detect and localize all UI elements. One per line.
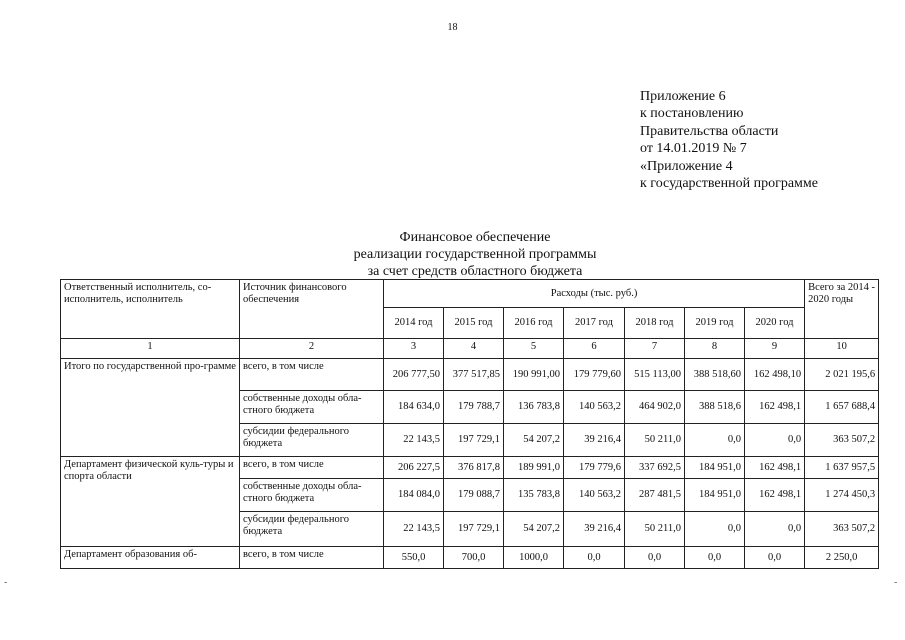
total-cell: 363 507,2 — [805, 424, 879, 457]
value-cell: 135 783,8 — [504, 479, 564, 512]
total-cell: 1 657 688,4 — [805, 391, 879, 424]
column-number: 2 — [240, 339, 384, 359]
header-year: 2020 год — [745, 308, 805, 339]
value-cell: 140 563,2 — [564, 391, 625, 424]
column-number: 3 — [384, 339, 444, 359]
value-cell: 388 518,60 — [685, 359, 745, 391]
value-cell: 0,0 — [745, 512, 805, 547]
value-cell: 162 498,1 — [745, 457, 805, 479]
value-cell: 197 729,1 — [444, 424, 504, 457]
appendix-line: от 14.01.2019 № 7 — [640, 141, 747, 157]
value-cell: 464 902,0 — [625, 391, 685, 424]
source-cell: субсидии федерального бюджета — [240, 424, 384, 457]
column-number: 1 — [61, 339, 240, 359]
table-row — [61, 457, 879, 479]
value-cell: 22 143,5 — [384, 512, 444, 547]
column-number: 10 — [805, 339, 879, 359]
value-cell: 162 498,10 — [745, 359, 805, 391]
value-cell: 377 517,85 — [444, 359, 504, 391]
appendix-line: Приложение 6 — [640, 89, 726, 104]
title-line: за счет средств областного бюджета — [367, 264, 583, 279]
header-year: 2018 год — [625, 308, 685, 339]
value-cell: 50 211,0 — [625, 424, 685, 457]
header-source: Источник финансового обеспечения — [240, 280, 384, 339]
executor-cell: Департамент образования об- — [61, 547, 240, 569]
appendix-line: «Приложение 4 — [640, 158, 733, 174]
source-cell: всего, в том числе — [240, 457, 384, 479]
header-total: Всего за 2014 - 2020 годы — [805, 280, 879, 339]
value-cell: 140 563,2 — [564, 479, 625, 512]
value-cell: 54 207,2 — [504, 512, 564, 547]
source-cell: субсидии федерального бюджета — [240, 512, 384, 547]
value-cell: 184 951,0 — [685, 479, 745, 512]
table-row — [61, 547, 879, 569]
value-cell: 184 084,0 — [384, 479, 444, 512]
value-cell: 0,0 — [745, 424, 805, 457]
value-cell: 179 088,7 — [444, 479, 504, 512]
value-cell: 550,0 — [384, 547, 444, 569]
column-number: 6 — [564, 339, 625, 359]
source-cell: собственные доходы обла-стного бюджета — [240, 479, 384, 512]
value-cell: 136 783,8 — [504, 391, 564, 424]
total-cell: 2 021 195,6 — [805, 359, 879, 391]
column-number-row — [61, 339, 879, 359]
value-cell: 700,0 — [444, 547, 504, 569]
column-number: 9 — [745, 339, 805, 359]
column-number: 8 — [685, 339, 745, 359]
scan-edge-mark: - — [4, 577, 8, 588]
value-cell: 54 207,2 — [504, 424, 564, 457]
value-cell: 0,0 — [745, 547, 805, 569]
column-number: 4 — [444, 339, 504, 359]
header-executor: Ответственный исполнитель, со-исполнитель, исполнитель — [61, 280, 240, 339]
document-title — [300, 229, 650, 280]
total-cell: 1 274 450,3 — [805, 479, 879, 512]
column-number: 5 — [504, 339, 564, 359]
executor-cell: Итого по государственной про-грамме — [61, 359, 240, 457]
header-year: 2015 год — [444, 308, 504, 339]
header-year: 2014 год — [384, 308, 444, 339]
value-cell: 184 634,0 — [384, 391, 444, 424]
value-cell: 162 498,1 — [745, 479, 805, 512]
header-expenses: Расходы (тыс. руб.) — [384, 280, 805, 308]
header-year: 2016 год — [504, 308, 564, 339]
value-cell: 1000,0 — [504, 547, 564, 569]
column-number: 7 — [625, 339, 685, 359]
title-line: Финансовое обеспечение — [399, 230, 551, 245]
source-cell: всего, в том числе — [240, 547, 384, 569]
financing-table — [60, 279, 879, 569]
appendix-reference — [640, 88, 818, 192]
appendix-line: Правительства области — [640, 123, 779, 139]
header-year: 2019 год — [685, 308, 745, 339]
value-cell: 0,0 — [625, 547, 685, 569]
value-cell: 39 216,4 — [564, 424, 625, 457]
title-line: реализации государственной программы — [353, 247, 597, 262]
scan-edge-mark: - — [894, 577, 898, 588]
value-cell: 388 518,6 — [685, 391, 745, 424]
value-cell: 515 113,00 — [625, 359, 685, 391]
value-cell: 0,0 — [685, 424, 745, 457]
appendix-line: к государственной программе — [640, 176, 818, 192]
value-cell: 22 143,5 — [384, 424, 444, 457]
value-cell: 179 779,60 — [564, 359, 625, 391]
value-cell: 0,0 — [564, 547, 625, 569]
total-cell: 1 637 957,5 — [805, 457, 879, 479]
value-cell: 287 481,5 — [625, 479, 685, 512]
value-cell: 179 779,6 — [564, 457, 625, 479]
value-cell: 190 991,00 — [504, 359, 564, 391]
value-cell: 0,0 — [685, 512, 745, 547]
value-cell: 189 991,0 — [504, 457, 564, 479]
value-cell: 184 951,0 — [685, 457, 745, 479]
value-cell: 337 692,5 — [625, 457, 685, 479]
appendix-line: к постановлению — [640, 106, 744, 122]
total-cell: 363 507,2 — [805, 512, 879, 547]
total-cell: 2 250,0 — [805, 547, 879, 569]
value-cell: 179 788,7 — [444, 391, 504, 424]
value-cell: 162 498,1 — [745, 391, 805, 424]
value-cell: 376 817,8 — [444, 457, 504, 479]
executor-cell: Департамент физической куль-туры и спорта области — [61, 457, 240, 547]
value-cell: 197 729,1 — [444, 512, 504, 547]
source-cell: всего, в том числе — [240, 359, 384, 391]
value-cell: 0,0 — [685, 547, 745, 569]
value-cell: 39 216,4 — [564, 512, 625, 547]
header-year: 2017 год — [564, 308, 625, 339]
source-cell: собственные доходы обла-стного бюджета — [240, 391, 384, 424]
value-cell: 206 227,5 — [384, 457, 444, 479]
value-cell: 50 211,0 — [625, 512, 685, 547]
page-number: 18 — [447, 22, 458, 33]
value-cell: 206 777,50 — [384, 359, 444, 391]
table-row — [61, 359, 879, 391]
